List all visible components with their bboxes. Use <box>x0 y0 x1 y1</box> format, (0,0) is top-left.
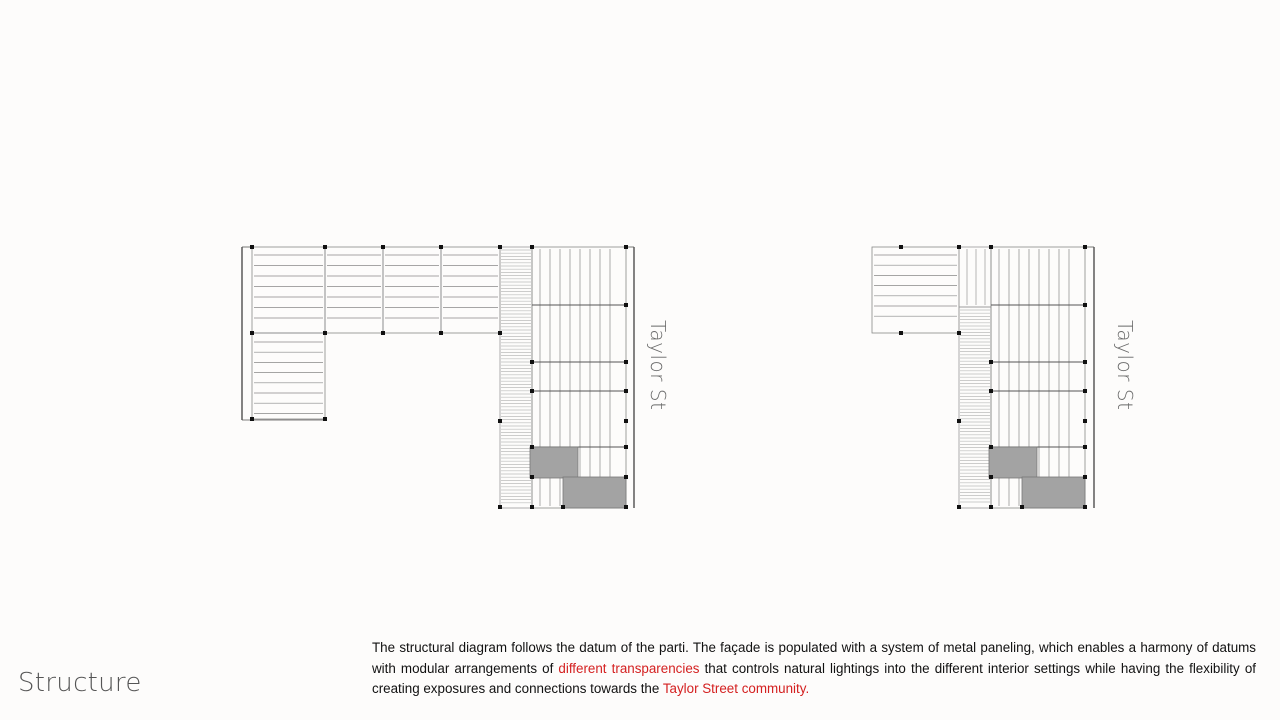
column-dot <box>1083 389 1087 393</box>
slide-title: Structure <box>18 668 142 698</box>
column-dot <box>989 475 993 479</box>
solid-panel <box>1022 477 1085 508</box>
column-dot <box>381 245 385 249</box>
column-dot <box>989 445 993 449</box>
column-dot <box>957 245 961 249</box>
column-dot <box>1083 505 1087 509</box>
bay-outline <box>441 247 500 333</box>
column-dot <box>624 419 628 423</box>
column-dot <box>989 245 993 249</box>
column-dot <box>624 475 628 479</box>
column-dot <box>989 505 993 509</box>
structural-plan-right <box>872 245 1094 509</box>
column-dot <box>530 475 534 479</box>
structural-plan-left <box>242 245 634 509</box>
column-dot <box>899 331 903 335</box>
bay-outline <box>383 247 441 333</box>
highlight-transparencies: different transparencies <box>558 660 700 676</box>
circulation-strip <box>500 247 532 508</box>
bay-outline <box>325 247 383 333</box>
column-dot <box>498 505 502 509</box>
column-dot <box>250 331 254 335</box>
column-dot <box>439 331 443 335</box>
column-dot <box>624 445 628 449</box>
column-dot <box>498 419 502 423</box>
column-dot <box>957 419 961 423</box>
description-text <box>372 638 1256 700</box>
bay-outline <box>872 247 959 333</box>
solid-panel <box>563 477 626 508</box>
circulation-strip <box>959 307 991 508</box>
column-dot <box>323 331 327 335</box>
column-dot <box>1083 419 1087 423</box>
column-dot <box>624 389 628 393</box>
column-dot <box>1083 245 1087 249</box>
column-dot <box>439 245 443 249</box>
column-dot <box>323 245 327 249</box>
column-dot <box>250 245 254 249</box>
column-dot <box>498 245 502 249</box>
column-dot <box>530 445 534 449</box>
column-dot <box>530 360 534 364</box>
description-part-2: that controls natural lightings into the different interior settings while having the flexibility of creating exposures and connections towards the <box>372 660 1256 696</box>
column-dot <box>624 245 628 249</box>
highlight-taylor-street: Taylor Street community. <box>662 681 810 696</box>
column-dot <box>323 417 327 421</box>
column-dot <box>530 389 534 393</box>
column-dot <box>899 245 903 249</box>
bay-outline <box>252 247 325 333</box>
street-label-left: Taylor St <box>646 320 670 411</box>
column-dot <box>381 331 385 335</box>
bay-outline <box>252 333 325 419</box>
solid-panel <box>989 447 1037 478</box>
column-dot <box>624 360 628 364</box>
column-dot <box>957 505 961 509</box>
column-dot <box>250 417 254 421</box>
column-dot <box>624 505 628 509</box>
column-dot <box>561 505 565 509</box>
column-dot <box>989 389 993 393</box>
column-dot <box>530 245 534 249</box>
description-part-1: The structural diagram follows the datum of the parti. The façade is populated with a system of metal paneling, which enables a harmony of datums with modular arrangements of <box>372 640 1256 676</box>
solid-panel <box>530 447 578 478</box>
street-label-right: Taylor St <box>1113 320 1137 411</box>
bay-outline <box>959 247 991 307</box>
column-dot <box>1083 475 1087 479</box>
column-dot <box>1083 303 1087 307</box>
column-dot <box>1020 505 1024 509</box>
column-dot <box>957 331 961 335</box>
column-dot <box>498 331 502 335</box>
column-dot <box>1083 445 1087 449</box>
column-dot <box>530 505 534 509</box>
column-dot <box>1083 360 1087 364</box>
column-dot <box>989 360 993 364</box>
column-dot <box>624 303 628 307</box>
